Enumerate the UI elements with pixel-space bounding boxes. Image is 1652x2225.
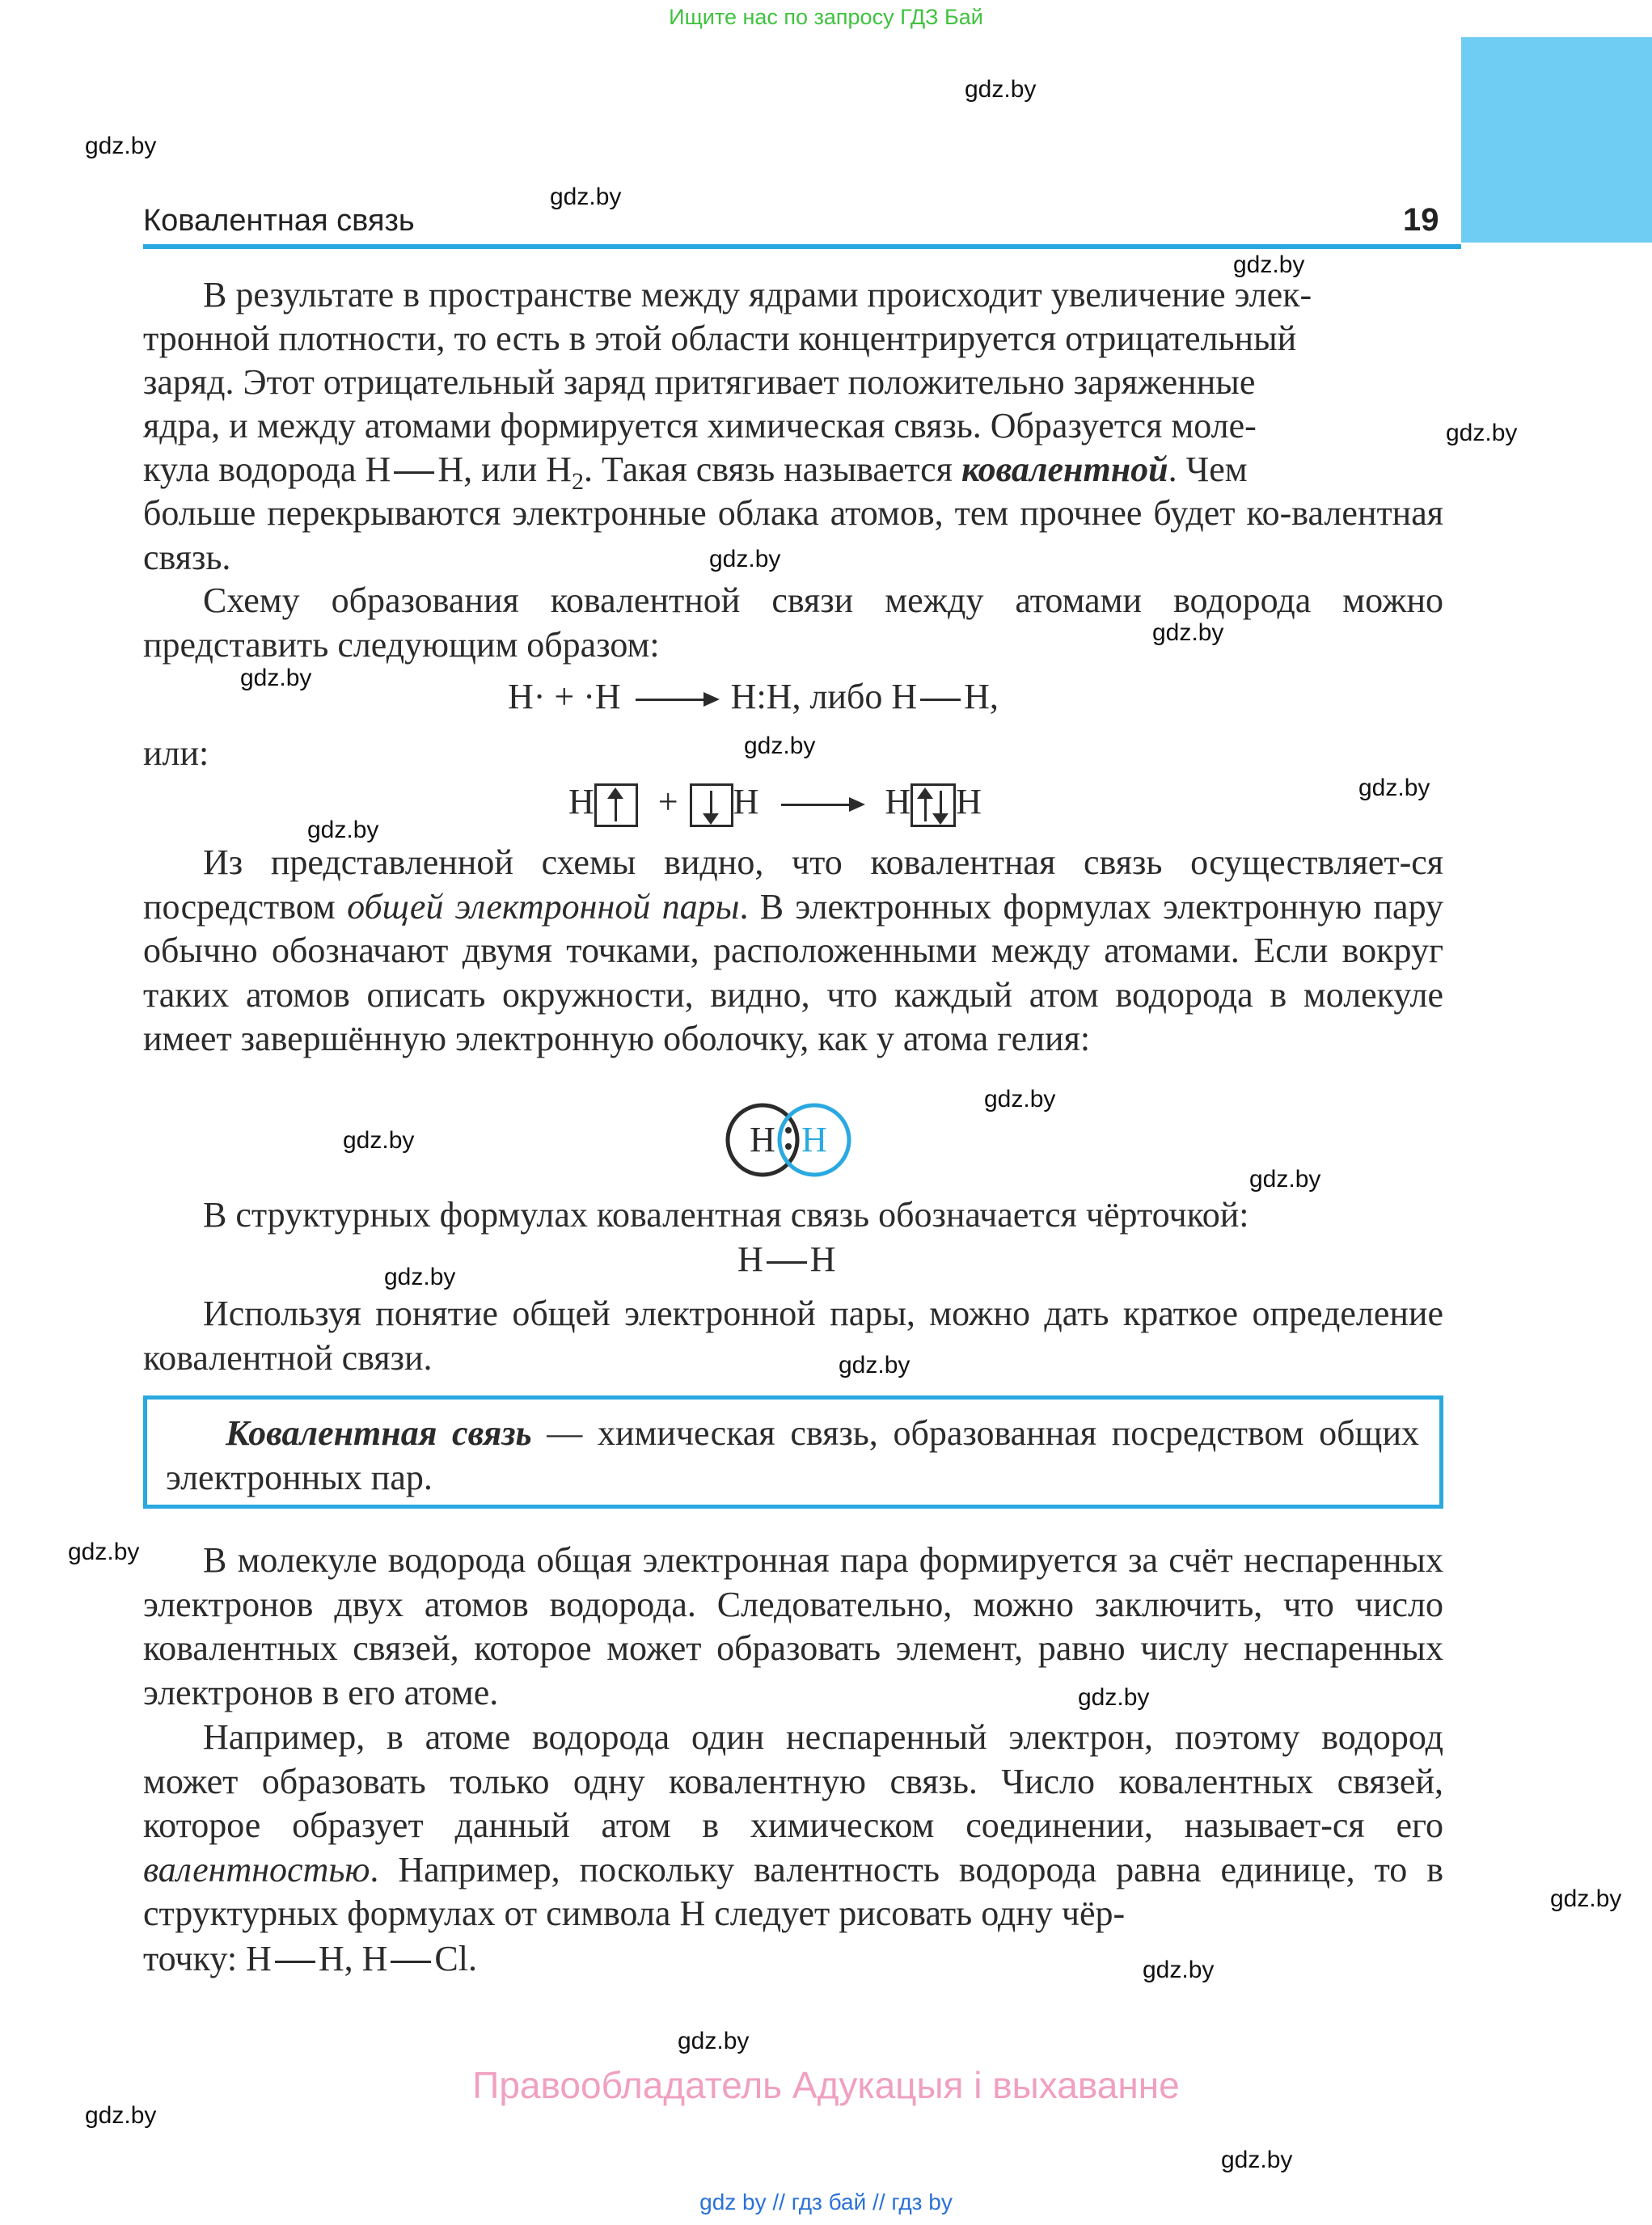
- header-rule: [143, 244, 1461, 249]
- term-covalent: ковалентной: [961, 450, 1168, 489]
- paragraph-line: В результате в пространстве между ядрами происходит увеличение элек-: [203, 275, 1312, 315]
- bond-line: [275, 1961, 315, 1963]
- formula-orbital-scheme: [568, 781, 982, 827]
- text-span: . Например, поскольку валентность водорода равна единице, то в структурных формулах от символа H следует рисовать одну чёр-: [143, 1849, 1443, 1933]
- footer-links[interactable]: gdz by // гдз бай // гдз by: [699, 2189, 953, 2214]
- orbital-cell-pair: [911, 783, 956, 827]
- formula-text: H: [809, 1239, 836, 1279]
- bond-line: [391, 1961, 431, 1963]
- watermark: gdz.by: [384, 1264, 456, 1290]
- formula-text: H:H, либо H: [730, 677, 918, 716]
- formula-text: H, H: [318, 1939, 388, 1978]
- formula-text: H· + ·H: [508, 677, 621, 716]
- electron-dot: [785, 1143, 792, 1150]
- formula-text: H: [733, 782, 759, 821]
- text-span: Например, в атоме водорода один неспаренный электрон, поэтому водород может образовать только одну ковалентную связь. Число ковалентных связей, которое образует данный атом в химическом соединении, называет-ся его: [143, 1717, 1443, 1845]
- text-span: . В электронных формулах электронную пару обычно обозначают двумя точками, расположенными между атомами. Если вокруг таких атомов описать окружности, видно, что каждый атом водорода в молекуле имеет завершённую электронную оболочку, как у атома гелия:: [143, 886, 1443, 1058]
- electron-shell-diagram: [724, 1100, 861, 1180]
- bond-line: [767, 1261, 807, 1264]
- watermark: gdz.by: [1078, 1684, 1150, 1711]
- watermark: gdz.by: [1221, 2147, 1293, 2173]
- or-label: или:: [143, 733, 209, 773]
- formula-text: H: [956, 782, 982, 821]
- watermark: gdz.by: [1550, 1885, 1622, 1912]
- watermark: gdz.by: [85, 2102, 157, 2129]
- watermark: gdz.by: [307, 817, 379, 843]
- watermark: gdz.by: [1446, 420, 1518, 446]
- paragraph: [143, 1716, 1443, 1936]
- paragraph: Схему образования ковалентной связи между атомами водорода можно представить следующим образом:: [143, 581, 1443, 665]
- bond-line: [394, 471, 434, 474]
- definition-body: — химическая связь, образованная посредством общих электронных пар.: [166, 1413, 1419, 1497]
- watermark: gdz.by: [240, 665, 312, 691]
- paragraph: В структурных формулах ковалентная связь обозначается чёрточкой:: [203, 1195, 1249, 1235]
- paragraph-line: [143, 1937, 1443, 1982]
- arrow-down-icon: [710, 791, 712, 821]
- watermark: gdz.by: [1358, 775, 1430, 801]
- text-span: . Чем: [1168, 450, 1248, 489]
- arrow-up-icon: [924, 791, 927, 821]
- formula-text: точку: H: [143, 1939, 272, 1978]
- definition-term: Ковалентная связь: [226, 1413, 532, 1453]
- reaction-arrow: [781, 804, 862, 806]
- watermark: gdz.by: [965, 76, 1037, 103]
- paragraph: больше перекрываются электронные облака атомов, тем прочнее будет ко-валентная связь.: [143, 493, 1443, 577]
- paragraph: [143, 841, 1443, 1062]
- watermark: gdz.by: [1249, 1166, 1321, 1193]
- orbital-cell-up: [594, 783, 638, 827]
- watermark: gdz.by: [678, 2028, 750, 2054]
- atom-symbol-right: H: [801, 1120, 827, 1159]
- paragraph-line: тронной плотности, то есть в этой области концентрируется отрицательный: [143, 319, 1297, 358]
- page-tab-decoration: [1461, 37, 1652, 243]
- formula-text: H: [885, 782, 911, 821]
- orbital-cell-down: [690, 783, 733, 827]
- paragraph: В молекуле водорода общая электронная пара формируется за счёт неспаренных электронов двух атомов водорода. Следовательно, можно заключить, что число ковалентных связей, которое может образовать элемент, равно числу неспаренных электронов в его атоме.: [143, 1540, 1443, 1712]
- bond-line: [920, 699, 961, 701]
- watermark: gdz.by: [839, 1352, 911, 1378]
- electron-dot: [785, 1127, 792, 1134]
- term-shared-pair: общей электронной пары: [347, 886, 740, 927]
- section-title: Ковалентная связь: [143, 204, 415, 238]
- text-span: Из представленной схемы видно, что ковалентная связь осуществляет-ся посредством: [143, 842, 1443, 927]
- watermark: gdz.by: [984, 1086, 1056, 1112]
- structural-formula: [737, 1239, 836, 1280]
- watermark: gdz.by: [709, 546, 781, 572]
- top-banner[interactable]: Ищите нас по запросу ГДЗ Бай: [669, 5, 983, 29]
- paragraph: Используя понятие общей электронной пары, можно дать краткое определение ковалентной связи.: [143, 1294, 1443, 1378]
- arrow-up-icon: [615, 791, 617, 821]
- text-span: . Такая связь называется: [583, 450, 961, 489]
- copyright-owner: Правообладатель Адукацыя і выхаванне: [472, 2064, 1180, 2106]
- subscript: 2: [571, 467, 584, 495]
- watermark: gdz.by: [1152, 619, 1224, 646]
- reaction-arrow: [636, 699, 716, 701]
- formula-text: +: [657, 782, 678, 821]
- arrow-down-icon: [940, 791, 942, 821]
- paragraph-line: ядра, и между атомами формируется химическая связь. Образуется моле-: [143, 406, 1257, 445]
- text-span: H, или H: [437, 450, 572, 489]
- text-span: кула водорода H: [143, 450, 391, 489]
- formula-text: H: [737, 1239, 763, 1279]
- watermark: gdz.by: [1233, 251, 1305, 278]
- formula-text: Cl.: [434, 1939, 477, 1978]
- paragraph-line: заряд. Этот отрицательный заряд притягивает положительно заряженные: [143, 362, 1256, 402]
- watermark: gdz.by: [85, 133, 157, 159]
- formula-text: H,: [964, 677, 999, 716]
- watermark: gdz.by: [343, 1127, 415, 1154]
- term-valence: валентностью: [143, 1849, 370, 1889]
- formula-dot-scheme: [508, 676, 999, 717]
- atom-symbol-left: H: [750, 1120, 775, 1159]
- definition-text: [166, 1412, 1419, 1500]
- watermark: gdz.by: [1143, 1957, 1215, 1983]
- watermark: gdz.by: [744, 733, 816, 759]
- watermark: gdz.by: [68, 1539, 140, 1565]
- page-number: 19: [1403, 202, 1439, 238]
- formula-text: H: [568, 782, 594, 821]
- watermark: gdz.by: [550, 184, 622, 210]
